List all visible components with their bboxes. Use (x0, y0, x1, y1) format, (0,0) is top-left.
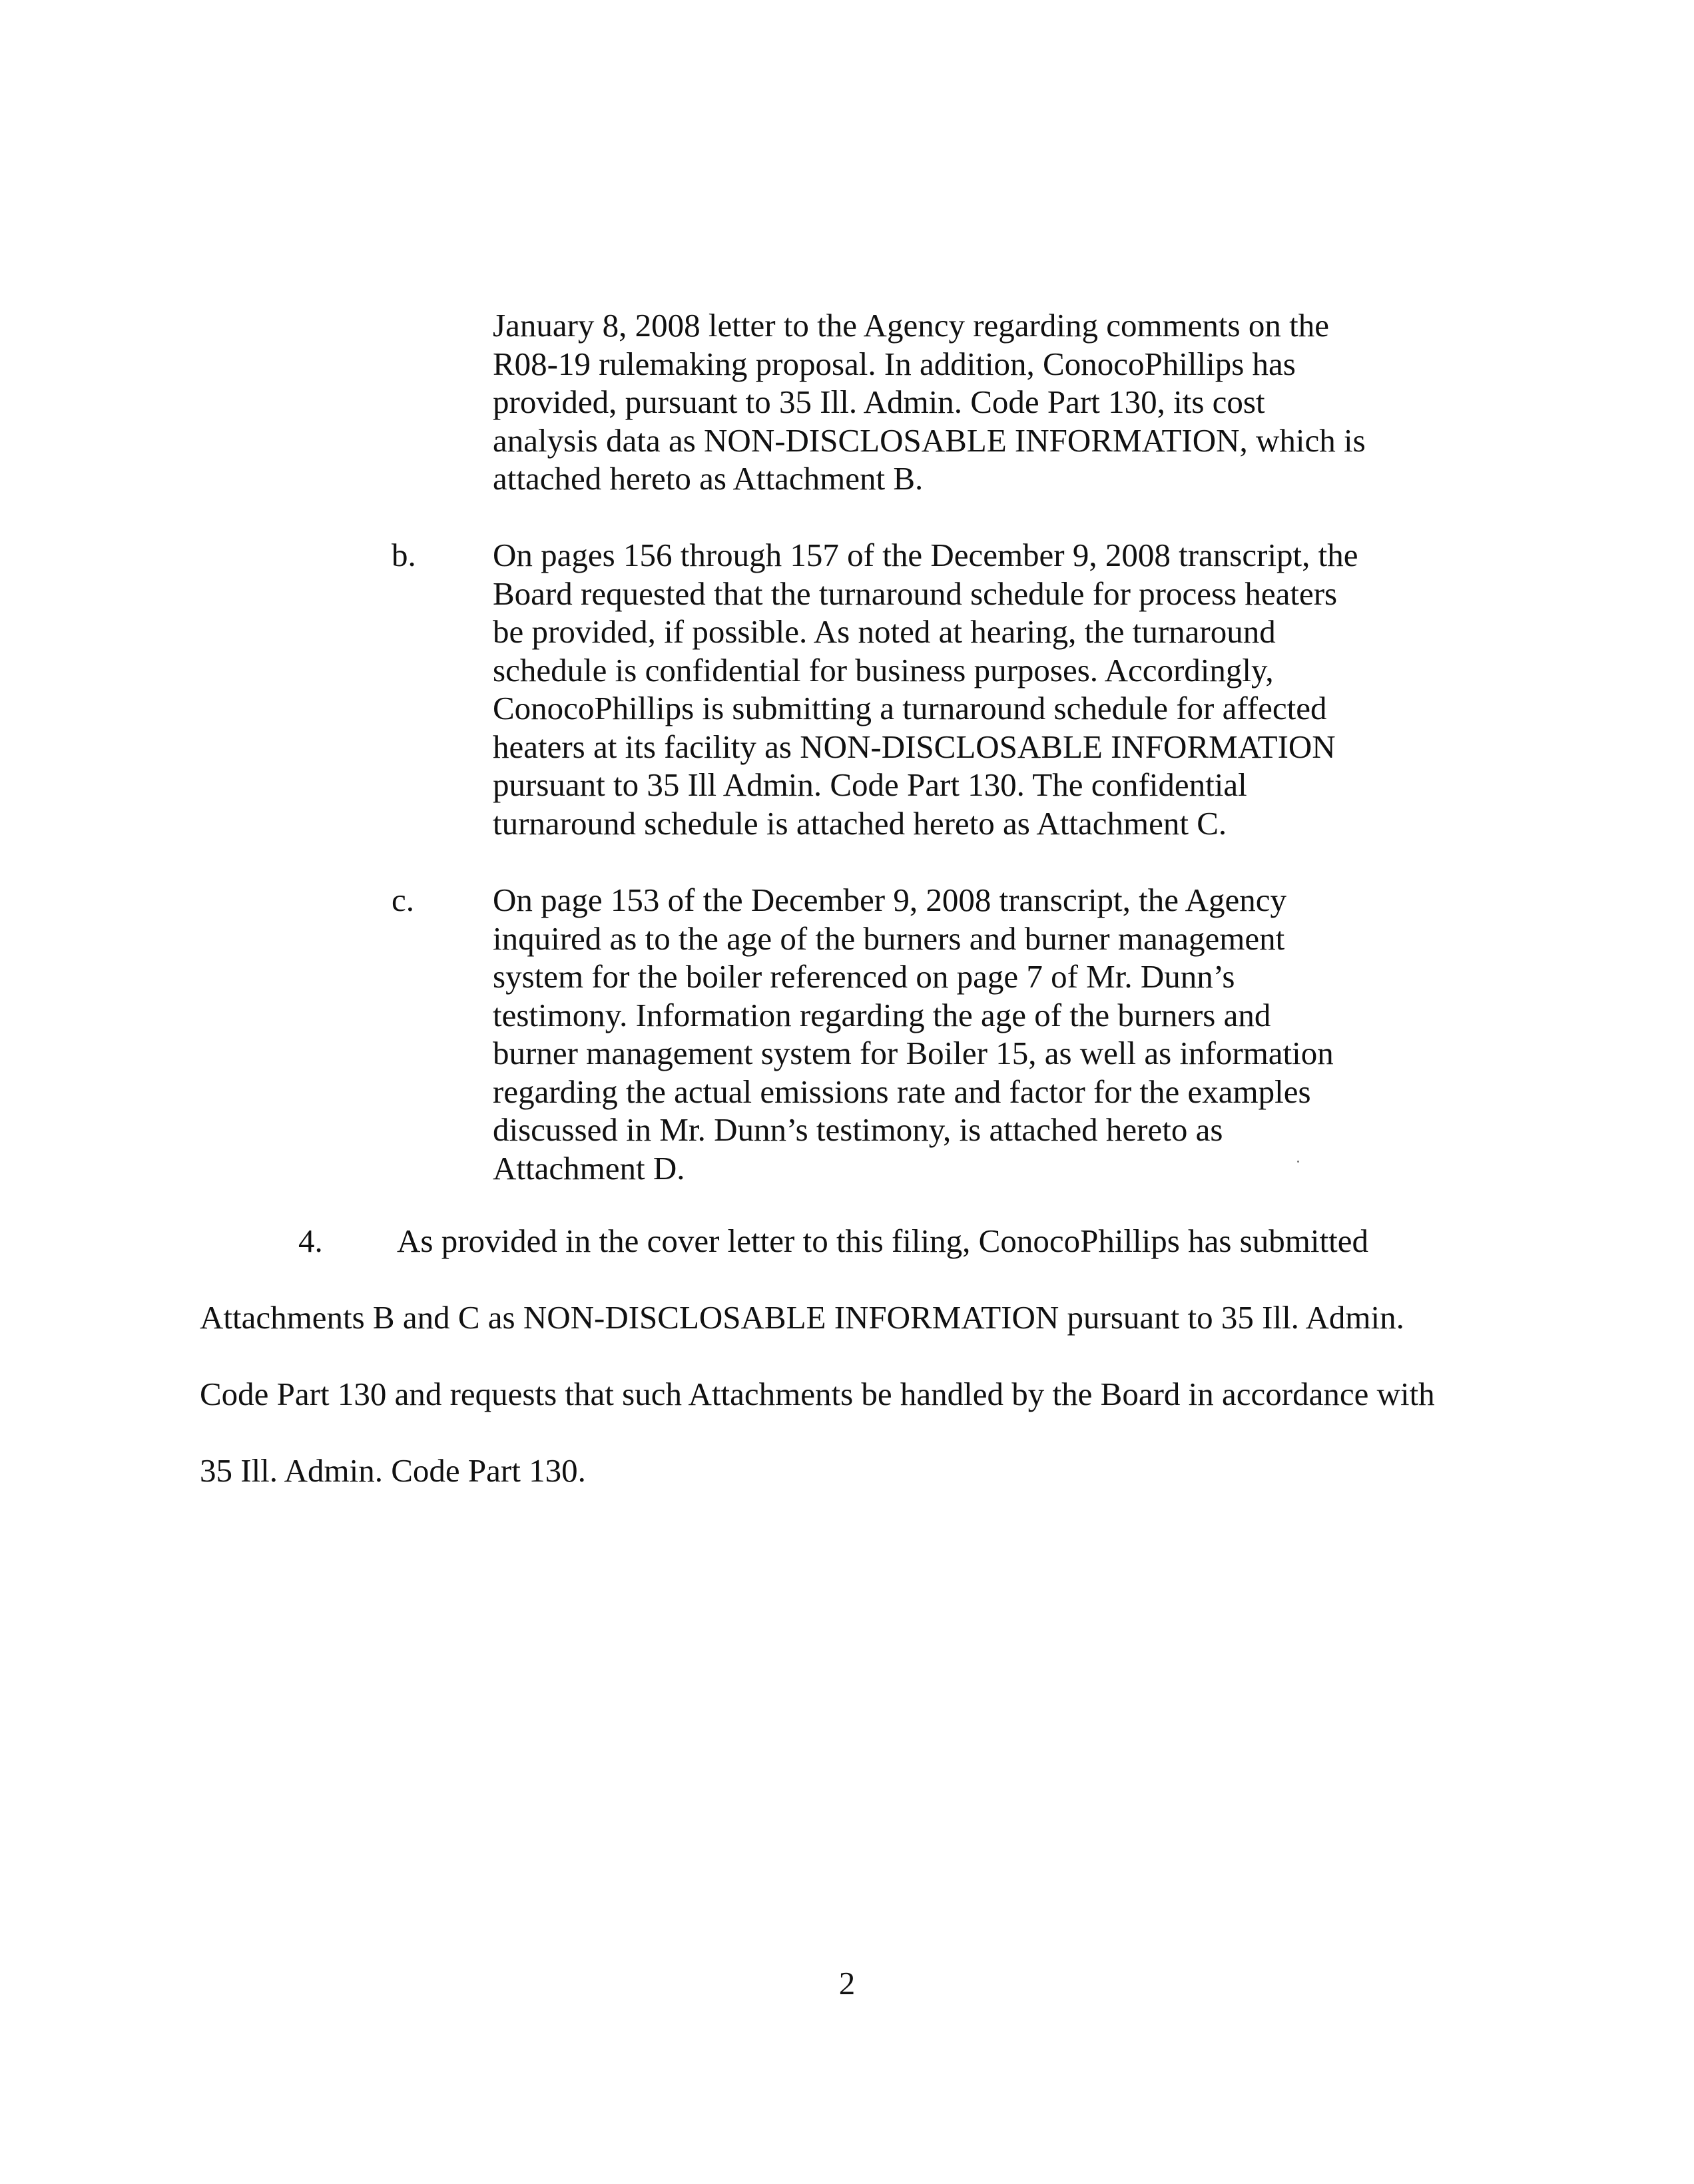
paragraph-number: 4. (298, 1223, 323, 1259)
text-line: 35 Ill. Admin. Code Part 130. (200, 1452, 586, 1489)
text-line: schedule is confidential for business purposes. Accordingly, (493, 651, 1274, 688)
text-line: Attachment D. (493, 1149, 685, 1187)
text-line: attached hereto as Attachment B. (493, 460, 924, 497)
text-line: January 8, 2008 letter to the Agency regarding comments on the (493, 307, 1329, 344)
text-line: On page 153 of the December 9, 2008 transcript, the Agency (493, 882, 1286, 918)
text-line: discussed in Mr. Dunn’s testimony, is attached hereto as (493, 1111, 1223, 1148)
subparagraph-c-body (493, 881, 1438, 1187)
text-line: system for the boiler referenced on page 7 of Mr. Dunn’s (493, 958, 1235, 995)
continuation-paragraph (493, 306, 1438, 498)
text-line: Board requested that the turnaround schedule for process heaters (493, 575, 1338, 612)
text-line: inquired as to the age of the burners and burner management (493, 920, 1285, 957)
subparagraph-b-marker: b. (392, 537, 416, 573)
text-line: Code Part 130 and requests that such Attachments be handled by the Board in accordance with (200, 1376, 1435, 1412)
text-line: heaters at its facility as NON-DISCLOSABLE INFORMATION (493, 728, 1336, 765)
text-line: R08-19 rulemaking proposal. In addition, ConocoPhillips has (493, 345, 1296, 382)
text-line: On pages 156 through 157 of the December 9, 2008 transcript, the (493, 537, 1358, 573)
text-line: turnaround schedule is attached hereto as Attachment C. (493, 804, 1227, 842)
text-line: provided, pursuant to 35 Ill. Admin. Code Part 130, its cost (493, 384, 1265, 420)
scan-speck (1297, 1161, 1299, 1163)
subparagraph-b-body (493, 536, 1438, 842)
text-line: regarding the actual emissions rate and factor for the examples (493, 1073, 1311, 1110)
subparagraph-c-marker: c. (392, 882, 414, 918)
text-line: ConocoPhillips is submitting a turnaround schedule for affected (493, 690, 1327, 726)
text-line: pursuant to 35 Ill Admin. Code Part 130. The confidential (493, 766, 1247, 803)
text-line: As provided in the cover letter to this filing, ConocoPhillips has submitted (397, 1223, 1368, 1259)
text-line: burner management system for Boiler 15, as well as information (493, 1035, 1334, 1071)
page-number: 2 (838, 1965, 856, 2002)
text-line: be provided, if possible. As noted at hearing, the turnaround (493, 613, 1276, 650)
text-line: testimony. Information regarding the age of the burners and (493, 996, 1271, 1033)
text-line: Attachments B and C as NON-DISCLOSABLE INFORMATION pursuant to 35 Ill. Admin. (200, 1299, 1404, 1336)
text-line: analysis data as NON-DISCLOSABLE INFORMATION, which is (493, 421, 1366, 459)
